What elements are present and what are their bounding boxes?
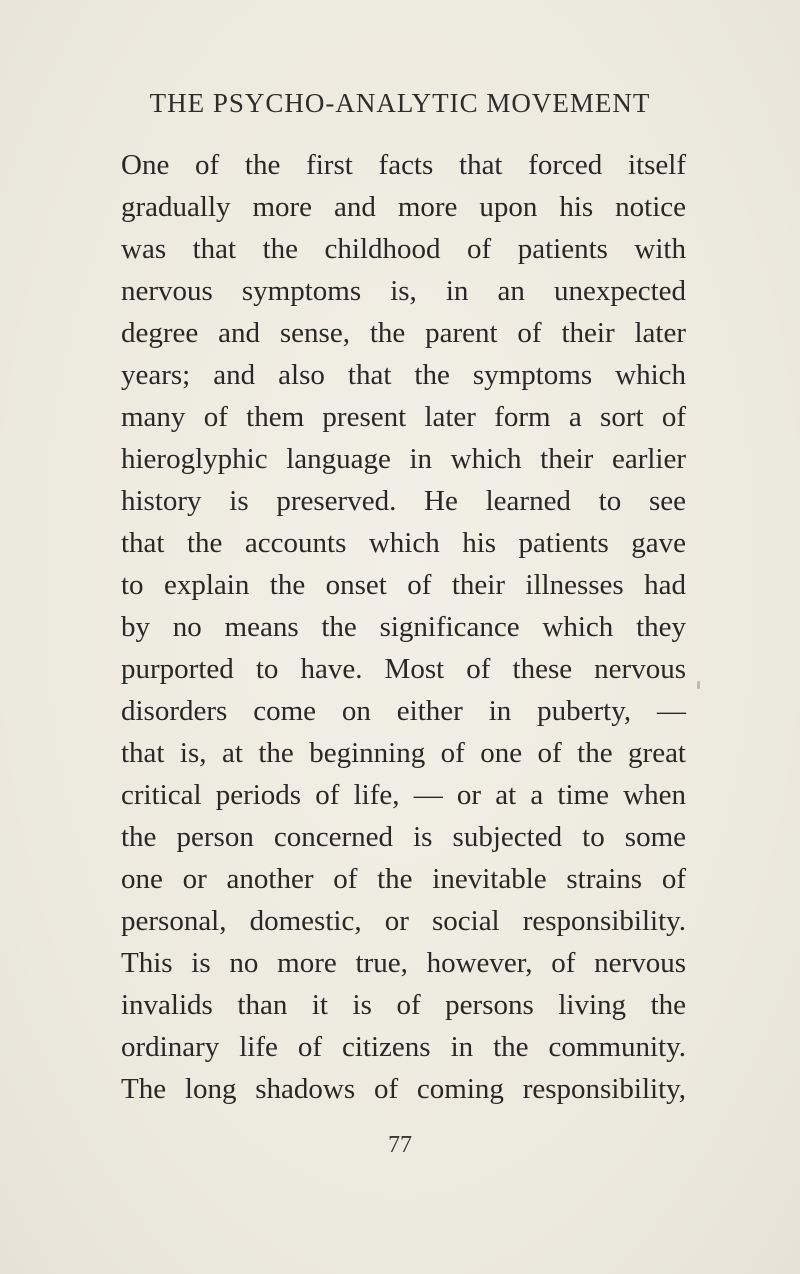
text-line: personal, domestic, or social responsibility. <box>121 905 686 937</box>
text-line: The long shadows of coming responsibility, <box>121 1073 686 1105</box>
text-line: This is no more true, however, of nervous <box>121 947 686 979</box>
text-line: by no means the significance which they <box>121 611 686 643</box>
text-line: One of the first facts that forced itself <box>121 149 686 181</box>
text-line: nervous symptoms is, in an unexpected <box>121 275 686 307</box>
text-line: critical periods of life, — or at a time when <box>121 779 686 811</box>
text-line: many of them present later form a sort of <box>121 401 686 433</box>
text-line: purported to have. Most of these nervous <box>121 653 686 685</box>
text-line: disorders come on either in puberty, — <box>121 695 686 727</box>
text-line: the person concerned is subjected to some <box>121 821 686 853</box>
paper-speck <box>697 681 700 689</box>
text-line: to explain the onset of their illnesses had <box>121 569 686 601</box>
text-line: gradually more and more upon his notice <box>121 191 686 223</box>
text-line: was that the childhood of patients with <box>121 233 686 265</box>
text-line: degree and sense, the parent of their later <box>121 317 686 349</box>
text-line: that is, at the beginning of one of the great <box>121 737 686 769</box>
text-line: ordinary life of citizens in the community. <box>121 1031 686 1063</box>
text-line: history is preserved. He learned to see <box>121 485 686 517</box>
text-line: one or another of the inevitable strains of <box>121 863 686 895</box>
running-head: THE PSYCHO-ANALYTIC MOVEMENT <box>149 88 651 118</box>
text-line: hieroglyphic language in which their earlier <box>121 443 686 475</box>
text-line: that the accounts which his patients gave <box>121 527 686 559</box>
text-line: invalids than it is of persons living the <box>121 989 686 1021</box>
page-number: 77 <box>388 1132 412 1158</box>
body-paragraph <box>121 144 686 1110</box>
text-line: years; and also that the symptoms which <box>121 359 686 391</box>
